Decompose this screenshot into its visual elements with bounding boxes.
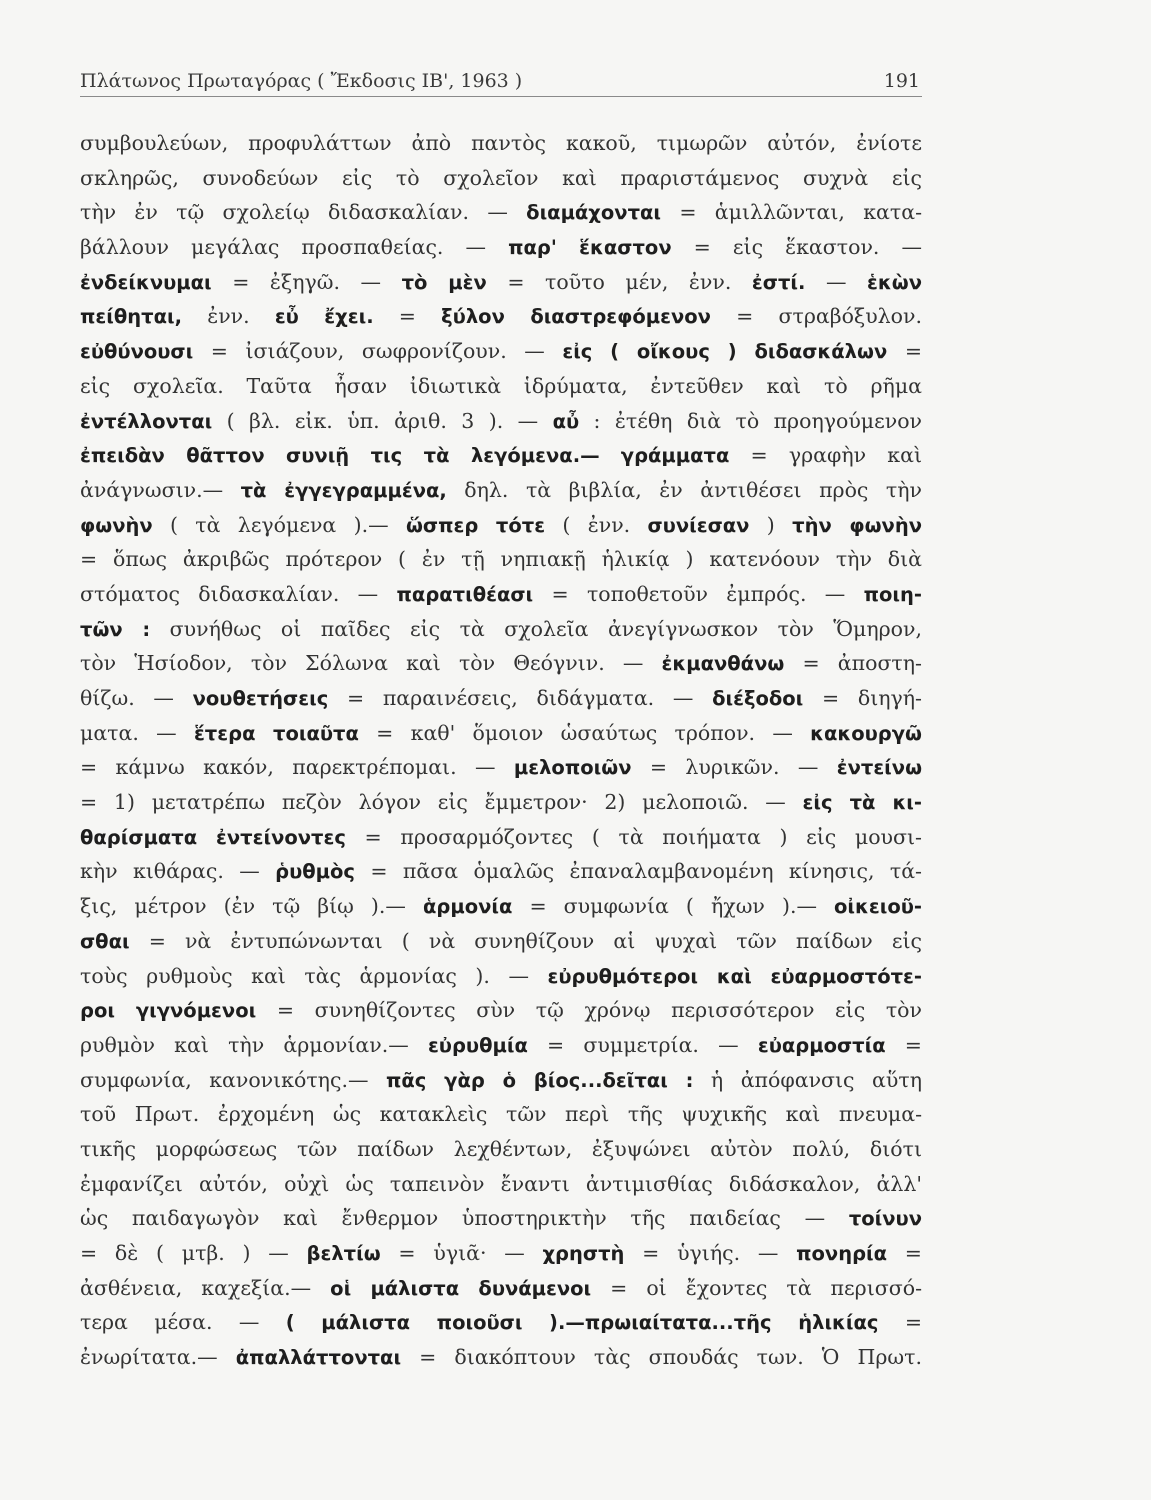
lemma-term: τὰ ἐγγεγραμμένα, <box>240 478 447 502</box>
text-line <box>80 750 922 785</box>
lemma-term: ἀπαλλάττονται <box>235 1346 402 1370</box>
lemma-term: εἰς τὰ κι- <box>802 791 922 815</box>
gloss-text: βάλλουν μεγάλας προσπαθείας. — <box>80 235 509 260</box>
gloss-text: = ὑγιής. — <box>624 1241 797 1265</box>
lemma-term: θαρίσματα ἐντείνοντες <box>80 825 346 849</box>
gloss-text: κὴν κιθάρας. — <box>80 859 276 884</box>
gloss-text <box>600 443 621 467</box>
lemma-term: εὐαρμοστία <box>757 1033 886 1057</box>
gloss-text: ἀσθένεια, καχεξία.— <box>80 1275 331 1300</box>
lemma-term: ἐστί. <box>751 270 806 294</box>
commentary-text <box>80 126 922 1375</box>
lemma-term: εὖ ἔχει. <box>274 305 374 329</box>
gloss-text: = στραβόξυλον. <box>710 304 922 329</box>
text-line <box>80 1201 922 1236</box>
lemma-term: ἕτερα τοιαῦτα <box>193 721 359 745</box>
lemma-term: μελοποιῶν <box>513 756 632 780</box>
gloss-text: = διακόπτουν τὰς σπουδάς των. Ὁ Πρωτ. <box>401 1345 922 1370</box>
lemma-term: ἐντείνω <box>836 756 922 780</box>
gloss-text: = ἀποστη- <box>784 651 922 676</box>
lemma-term: νουθετήσεις <box>192 687 329 710</box>
gloss-text: = προσαρμόζοντες ( τὰ ποιήματα ) εἰς μουσι- <box>345 824 922 849</box>
text-line <box>80 924 922 959</box>
text-line <box>80 473 922 508</box>
lemma-term: τὴν φωνὴν <box>792 513 922 537</box>
gloss-text: = ἰσιάζουν, σωφρονίζουν. — <box>193 339 563 364</box>
gloss-text: = καθ' ὅμοιον ὡσαύτως τρόπον. — <box>358 720 811 745</box>
lemma-term: τὸ μὲν <box>401 270 487 294</box>
gloss-text: = γραφὴν καὶ <box>729 443 922 468</box>
text-line <box>80 161 922 196</box>
lemma-term: εἰς ( οἴκους ) διδασκάλων <box>562 340 888 364</box>
gloss-text: = παραινέσεις, διδάγματα. — <box>328 686 713 710</box>
text-line <box>80 1236 922 1271</box>
gloss-text: = <box>878 1310 922 1335</box>
text-line <box>80 681 922 716</box>
text-line <box>80 404 922 439</box>
gloss-text: = ὑγιᾶ· — <box>380 1241 543 1265</box>
gloss-text: = <box>373 304 442 329</box>
gloss-text: συνήθως οἱ παῖδες εἰς τὰ σχολεῖα ἀνεγίγνωσκον τὸν Ὅμηρον, <box>150 616 922 641</box>
lemma-term: οἱ μάλιστα δυνάμενοι <box>330 1276 592 1300</box>
gloss-text: = οἱ ἔχοντες τὰ περισσό- <box>591 1275 922 1300</box>
lemma-term: ἁρμονία <box>422 895 513 919</box>
lemma-term: εὐρυθμία <box>427 1033 528 1057</box>
gloss-text: σκληρῶς, συνοδεύων εἰς τὸ σχολεῖον καὶ πραριστάμενος συχνὰ εἰς <box>80 165 922 190</box>
gloss-text: ( βλ. εἰκ. ὑπ. ἀριθ. 3 ). — <box>212 408 553 433</box>
lemma-term: διέξοδοι <box>712 687 804 710</box>
lemma-term: ἐκμανθάνω <box>661 652 785 676</box>
gloss-text: = πᾶσα ὁμαλῶς ἐπαναλαμβανομένη κίνησις, τά- <box>354 859 922 884</box>
gloss-text: = ἐξηγῶ. — <box>211 269 402 294</box>
lemma-term: ἐπειδὰν θᾶττον συνιῇ τις τὰ λεγόμενα.— <box>80 444 600 468</box>
gloss-text: = συμμετρία. — <box>527 1032 758 1057</box>
text-line <box>80 438 922 473</box>
gloss-text: = 1) μετατρέπω πεζὸν λόγον εἰς ἔμμετρον· 2) μελοποιῶ. — <box>80 790 803 815</box>
lemma-term: παρ' ἕκαστον <box>508 236 672 260</box>
gloss-text: τοῦ Πρωτ. ἐρχομένη ὡς κατακλεὶς τῶν περὶ τῆς ψυχικῆς καὶ πνευμα- <box>80 1102 922 1127</box>
header-rule <box>80 96 922 97</box>
gloss-text: ἀνάγνωσιν.— <box>80 477 241 502</box>
lemma-term: συνίεσαν <box>647 513 750 537</box>
lemma-term: ( μάλιστα ποιοῦσι ).—πρωιαίτατα...τῆς ἡλικίας <box>285 1311 879 1335</box>
gloss-text: τὸν Ἡσίοδον, τὸν Σόλωνα καὶ τὸν Θεόγνιν. — <box>80 651 662 676</box>
gloss-text: δηλ. τὰ βιβλία, ἐν ἀντιθέσει πρὸς τὴν <box>446 477 922 502</box>
text-line <box>80 820 922 855</box>
gloss-text: τικῆς μορφώσεως τῶν παίδων λεχθέντων, ἐξυψώνει αὐτὸν πολύ, διότι <box>80 1136 922 1161</box>
gloss-text: ρυθμὸν καὶ τὴν ἁρμονίαν.— <box>80 1032 428 1057</box>
text-line <box>80 195 922 230</box>
lemma-term: γράμματα <box>620 444 730 468</box>
gloss-text: : ἐτέθη διὰ τὸ προηγούμενον <box>579 408 922 433</box>
gloss-text: ξις, μέτρον (ἐν τῷ βίῳ ).— <box>80 894 423 919</box>
lemma-term: παρατιθέασι <box>396 582 534 606</box>
lemma-term: αὖ <box>552 409 580 433</box>
lemma-term: εὐθύνουσι <box>80 340 194 364</box>
gloss-text: = νὰ ἐντυπώνωνται ( νὰ συνηθίζουν αἱ ψυχαὶ τῶν παίδων εἰς <box>129 928 922 953</box>
text-line <box>80 542 922 577</box>
text-line <box>80 959 922 994</box>
gloss-text: = συνηθίζοντες σὺν τῷ χρόνῳ περισσότερον εἰς τὸν <box>256 998 922 1023</box>
gloss-text: ( ἐνν. <box>545 512 648 537</box>
text-line <box>80 1028 922 1063</box>
text-line <box>80 889 922 924</box>
lemma-term: ὥσπερ τότε <box>405 513 546 537</box>
lemma-term: τοίνυν <box>848 1207 922 1231</box>
lemma-term: ῥυθμὸς <box>275 860 355 884</box>
gloss-text: = δὲ ( μτβ. ) — <box>80 1241 307 1265</box>
gloss-text: = ἁμιλλῶνται, κατα- <box>661 200 922 225</box>
gloss-text: ματα. — <box>80 720 194 745</box>
lemma-term: χρηστὴ <box>542 1242 625 1265</box>
gloss-text: ) <box>749 512 793 537</box>
text-line <box>80 716 922 751</box>
text-line <box>80 1305 922 1340</box>
gloss-text: = λυρικῶν. — <box>631 755 837 780</box>
gloss-text: ἐνωρίτατα.— <box>80 1345 236 1370</box>
gloss-text: = <box>885 1032 922 1057</box>
lemma-term: ποιη- <box>863 582 922 606</box>
lemma-term: ξύλον διαστρεφόμενον <box>441 305 711 329</box>
gloss-text: ἡ ἀπόφανσις αὕτη <box>693 1067 922 1092</box>
text-line <box>80 1271 922 1306</box>
lemma-term: ἐνδείκνυμαι <box>80 270 212 294</box>
lemma-term: βελτίω <box>306 1242 381 1265</box>
text-line <box>80 646 922 681</box>
lemma-term: ροι γιγνόμενοι <box>80 999 257 1023</box>
gloss-text: συμβουλεύων, προφυλάττων ἀπὸ παντὸς κακοῦ, τιμωρῶν αὐτόν, ἐνίοτε <box>80 131 922 155</box>
gloss-text: = τοῦτο μέν, ἐνν. <box>486 269 752 294</box>
text-line <box>80 577 922 612</box>
text-line <box>80 369 922 404</box>
lemma-term: φωνὴν <box>80 513 153 537</box>
text-line <box>80 508 922 543</box>
text-line <box>80 785 922 820</box>
lemma-term: ἑκὼν <box>867 270 922 294</box>
gloss-text: ( τὰ λεγόμενα ).— <box>152 512 406 537</box>
gloss-text: = κάμνω κακόν, παρεκτρέπομαι. — <box>80 755 514 780</box>
text-line <box>80 1097 922 1132</box>
text-line <box>80 299 922 334</box>
text-line <box>80 1132 922 1167</box>
lemma-term: εὐρυθμότεροι καὶ εὐαρμοστότε- <box>547 964 922 988</box>
gloss-text: τερα μέσα. — <box>80 1310 286 1335</box>
lemma-term: οἰκειοῦ- <box>834 895 922 919</box>
text-line <box>80 334 922 369</box>
running-title: Πλάτωνος Πρωταγόρας ( Ἔκδοσις ΙΒ', 1963 ) <box>80 70 523 92</box>
text-line <box>80 854 922 889</box>
text-line <box>80 265 922 300</box>
page-number: 191 <box>883 70 920 92</box>
gloss-text: = <box>887 339 922 364</box>
text-line <box>80 126 922 161</box>
gloss-text: συμφωνία, κανονικότης.— <box>80 1067 386 1092</box>
text-line <box>80 612 922 647</box>
text-line <box>80 1340 922 1375</box>
gloss-text: = εἰς ἕκαστον. — <box>671 235 922 260</box>
gloss-text: τὴν ἐν τῷ σχολείῳ διδασκαλίαν. — <box>80 200 527 225</box>
text-line <box>80 1167 922 1202</box>
gloss-text: = τοποθετοῦν ἐμπρός. — <box>533 581 864 606</box>
lemma-term: πείθηται, <box>80 305 183 329</box>
gloss-text: τοὺς ρυθμοὺς καὶ τὰς ἁρμονίας ). — <box>80 963 548 988</box>
gloss-text: ἐνν. <box>182 304 275 329</box>
gloss-text: ἐμφανίζει αὐτόν, οὐχὶ ὡς ταπεινὸν ἔναντι ἀντιμισθίας διδάσκαλον, ἀλλ' <box>80 1171 922 1196</box>
gloss-text: ὡς παιδαγωγὸν καὶ ἔνθερμον ὑποστηρικτὴν τῆς παιδείας — <box>80 1206 849 1231</box>
gloss-text: = ὅπως ἀκριβῶς πρότερον ( ἐν τῇ νηπιακῇ ἡλικίᾳ ) κατενόουν τὴν διὰ <box>80 547 922 572</box>
gloss-text: στόματος διδασκαλίαν. — <box>80 581 397 606</box>
gloss-text: θίζω. — <box>80 686 193 710</box>
gloss-text: εἰς σχολεῖα. Ταῦτα ἦσαν ἰδιωτικὰ ἱδρύματα, ἐντεῦθεν καὶ τὸ ρῆμα <box>80 373 922 398</box>
text-line <box>80 230 922 265</box>
gloss-text: = διηγή- <box>803 686 922 710</box>
lemma-term: πονηρία <box>796 1242 888 1265</box>
gloss-text: = συμφωνία ( ἤχων ).— <box>512 894 835 919</box>
text-line <box>80 1063 922 1098</box>
text-line <box>80 993 922 1028</box>
lemma-term: πᾶς γὰρ ὁ βίος...δεῖται : <box>385 1068 694 1092</box>
lemma-term: κακουργῶ <box>810 721 922 745</box>
lemma-term: ἐντέλλονται <box>80 409 213 433</box>
running-header <box>80 56 920 92</box>
lemma-term: σθαι <box>80 929 130 953</box>
gloss-text: — <box>805 269 868 294</box>
lemma-term: τῶν : <box>80 617 151 641</box>
gloss-text: = <box>887 1241 922 1265</box>
lemma-term: διαμάχονται <box>526 201 662 225</box>
